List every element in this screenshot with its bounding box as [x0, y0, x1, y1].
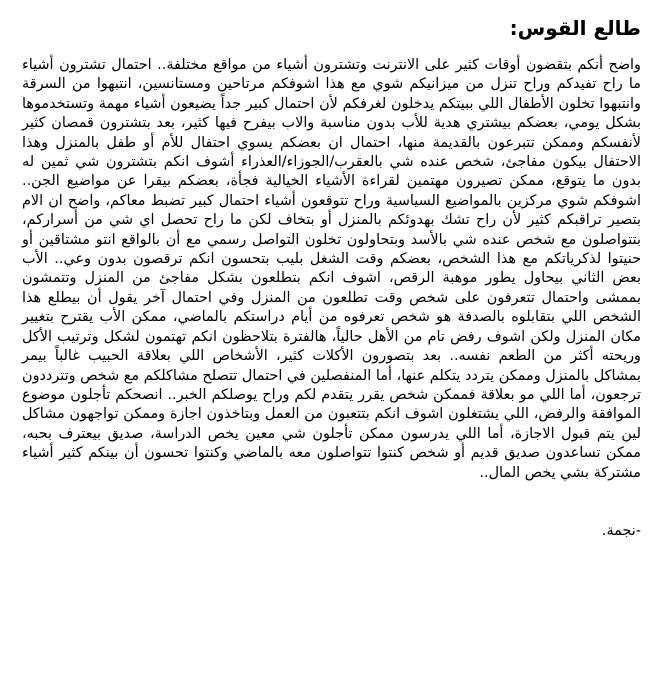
author-signature: -نجمة.: [601, 522, 641, 539]
horoscope-body-text: واضح أنكم بتقضون أوقات كثير على الانترنت وتشترون أشياء من مواقع مختلفة.. احتمال تشترون أشياء ما راح تفيدكم وراح تنزل من ميزانيكم شوي مع هذا اشوفكم مرتاحين ومستانسين، انتبهوا من السرقة وانتبهوا تخلون الأطفال اللي ببيتكم يدخلون لغرفكم لأن احتمال كبير جداً يضيعون أشياء مهمة وتستخدموها بشكل يومي، بعضكم بيشتري هدية للأب بدون مناسبة والاب بيفرح فيها كثير، بعد بتشترون قمصان كثير لأنفسكم وممكن تتبرعون بالقديمة منها، احتمال ان بعضكم يسوي احتفال للأم أو طفل بالمنزل وهذا الاحتفال بيكون مفاجئ، شخص عنده شي بالعقرب/الجوزاء/العذراء أشوف انكم بتشترون شي ثمين له بدون ما يتوقع، ممكن تصيرون مهتمين لقراءة الأشياء الخيالية فجأة، بعضكم بيقرا عن مواضيع الجن.. اشوفكم شوي مركزين بالمواضيع السياسية وراح تتوقعون أشياء احتمال كبير تضبط معاكم، واضح ان الام بتصير تراقبكم كثير لأن راح تشك بهدوئكم بالمنزل أو بتخاف لكن ما راح تحصل اي شي من أسراركم، بتتواصلون مع شخص عنده شي بالأسد وبتحاولون تخلون التواصل رسمي مع أن بالواقع انتو مشتاقين أو حنيتوا لذكرياتكم مع هذا الشخص، بعضكم وقت الشغل بليب بتحسون انكم ترقصون بدون وعي.. الأب بعض الثاني بيحاول يطور موهبة الرقص، اشوف انكم بتطلعون بشكل مفاجئ من المنزل وتتمشون بممشى واحتمال تتعرفون على شخص وقت تطلعون من المنزل وفي احتمال آخر يقول أن بيطلع هذا الشخص اللي بتقابلوه بالصدفة هو شخص تعرفوه من أيام دراستكم بالماضي، ممكن الأب يقترح بتغيير مكان المنزل ولكن اشوف رفض تام من الأهل حالياً، هالفترة بتلاحظون انكم تهتمون لشكل وترتيب الأكل وريحته أكثر من الطعم نفسه.. بعد بتصورون الأكلات كثير، الأشخاص اللي بعلاقة الحبيب غالباً بيمر بمشاكل بالمنزل وممكن يتردد يتكلم عنها، أما المنفصلين في احتمال تتصلح مشاكلكم مع شخص وتترددون ترجعون، أما اللي مو بعلاقة فممكن شخص يقرر يتقدم لكم وراح يوصلكم الخبر.. انصحكم تأجلون موضوع الموافقة والرفض، اللي يشتغلون اشوف انكم بتتعبون من العمل وبتاخذون اجازة وممكن تواجهون مشاكل لين يتم قبول الاجازة، أما اللي يدرسون ممكن تأجلون شي معين يخص الدراسة، صديق بيعترف بحبه، ممكن تساعدون صديق قديم أو شخص كنتوا تتواصلون معه بالماضي وكنتوا تحسون أن بينكم كثير أشياء مشتركة بشي يخص المال..: [22, 57, 641, 481]
page-title: طالع القوس:: [509, 16, 641, 40]
